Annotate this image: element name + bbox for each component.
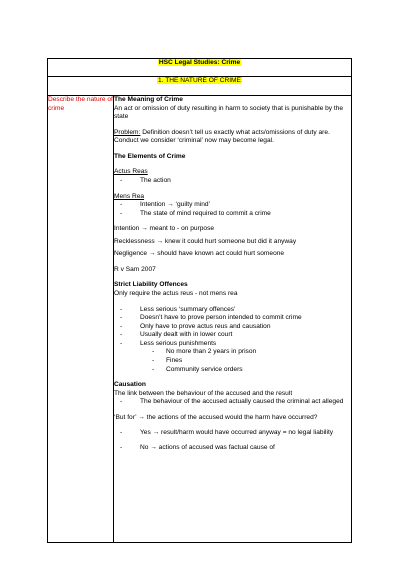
list-item: - The state of mind required to commit a crime [114,210,351,219]
title-row [48,59,352,77]
causation-intro: The link between the behaviour of the accused and the result [114,389,293,397]
actus-reas-label: Actus Reas [114,168,148,176]
sub-list-item: - Fines [114,357,351,366]
mens-rea-label: Mens Rea [114,192,145,200]
list-item: - Only have to prove actus reus and causation [114,323,351,332]
sub-list-item: - Community service orders [114,366,351,375]
elements-heading: The Elements of Crime [114,152,186,160]
content-row [48,96,352,543]
sub-list-item: - No more than 2 years in prison [114,348,351,357]
strict-liability-heading: Strict Liability Offences [114,281,188,289]
causation-heading: Causation [114,381,146,389]
negligence-note: Negligence → should have known act could hurt someone [114,250,285,258]
list-item: - The action [114,177,351,186]
list-item: - Intention → ‘guilty mind’ [114,201,351,210]
but-for-test: ‘But for’ → the actions of the accused would the harm have occurred? [114,413,318,421]
list-item: - Yes → result/harm would have occurred anyway = no legal liability [114,426,351,439]
notes-content [114,96,352,543]
syllabus-outcome: Describe the nature of crime [48,96,114,543]
meaning-heading: The Meaning of Crime [114,96,183,103]
list-item: - Less serious punishments [114,340,351,349]
strict-liability-intro: Only require the actus reus - not mens rea [114,290,238,297]
section-heading: 1. THE NATURE OF CRIME [158,77,241,84]
crime-definition: An act or omission of duty resulting in harm to society that is punishable by the state [114,104,344,121]
notes-table [47,58,352,543]
document-title: HSC Legal Studies: Crime [158,59,241,66]
section-row [48,77,352,96]
list-item: - Doesn’t have to prove person intended to commit crime [114,314,351,323]
case-reference: R v Sam 2007 [114,265,156,273]
intention-note: Intention → meant to - on purpose [114,225,215,233]
list-item: - No → actions of accused was factual cause of [114,444,351,453]
problem-text: Definition doesn’t tell us exactly what acts/omissions of duty are. Conduct we consider ‘criminal’ now may become legal. [114,128,330,145]
list-item: - Less serious ‘summary offences’ [114,306,351,315]
problem-label: Problem: [114,128,141,136]
problem-note [114,129,351,146]
list-item: - The behaviour of the accused actually caused the criminal act alleged [114,398,351,407]
recklessness-note: Recklessness → knew it could hurt someone but did it anyway [114,237,297,245]
list-item: - Usually dealt with in lower court [114,331,351,340]
